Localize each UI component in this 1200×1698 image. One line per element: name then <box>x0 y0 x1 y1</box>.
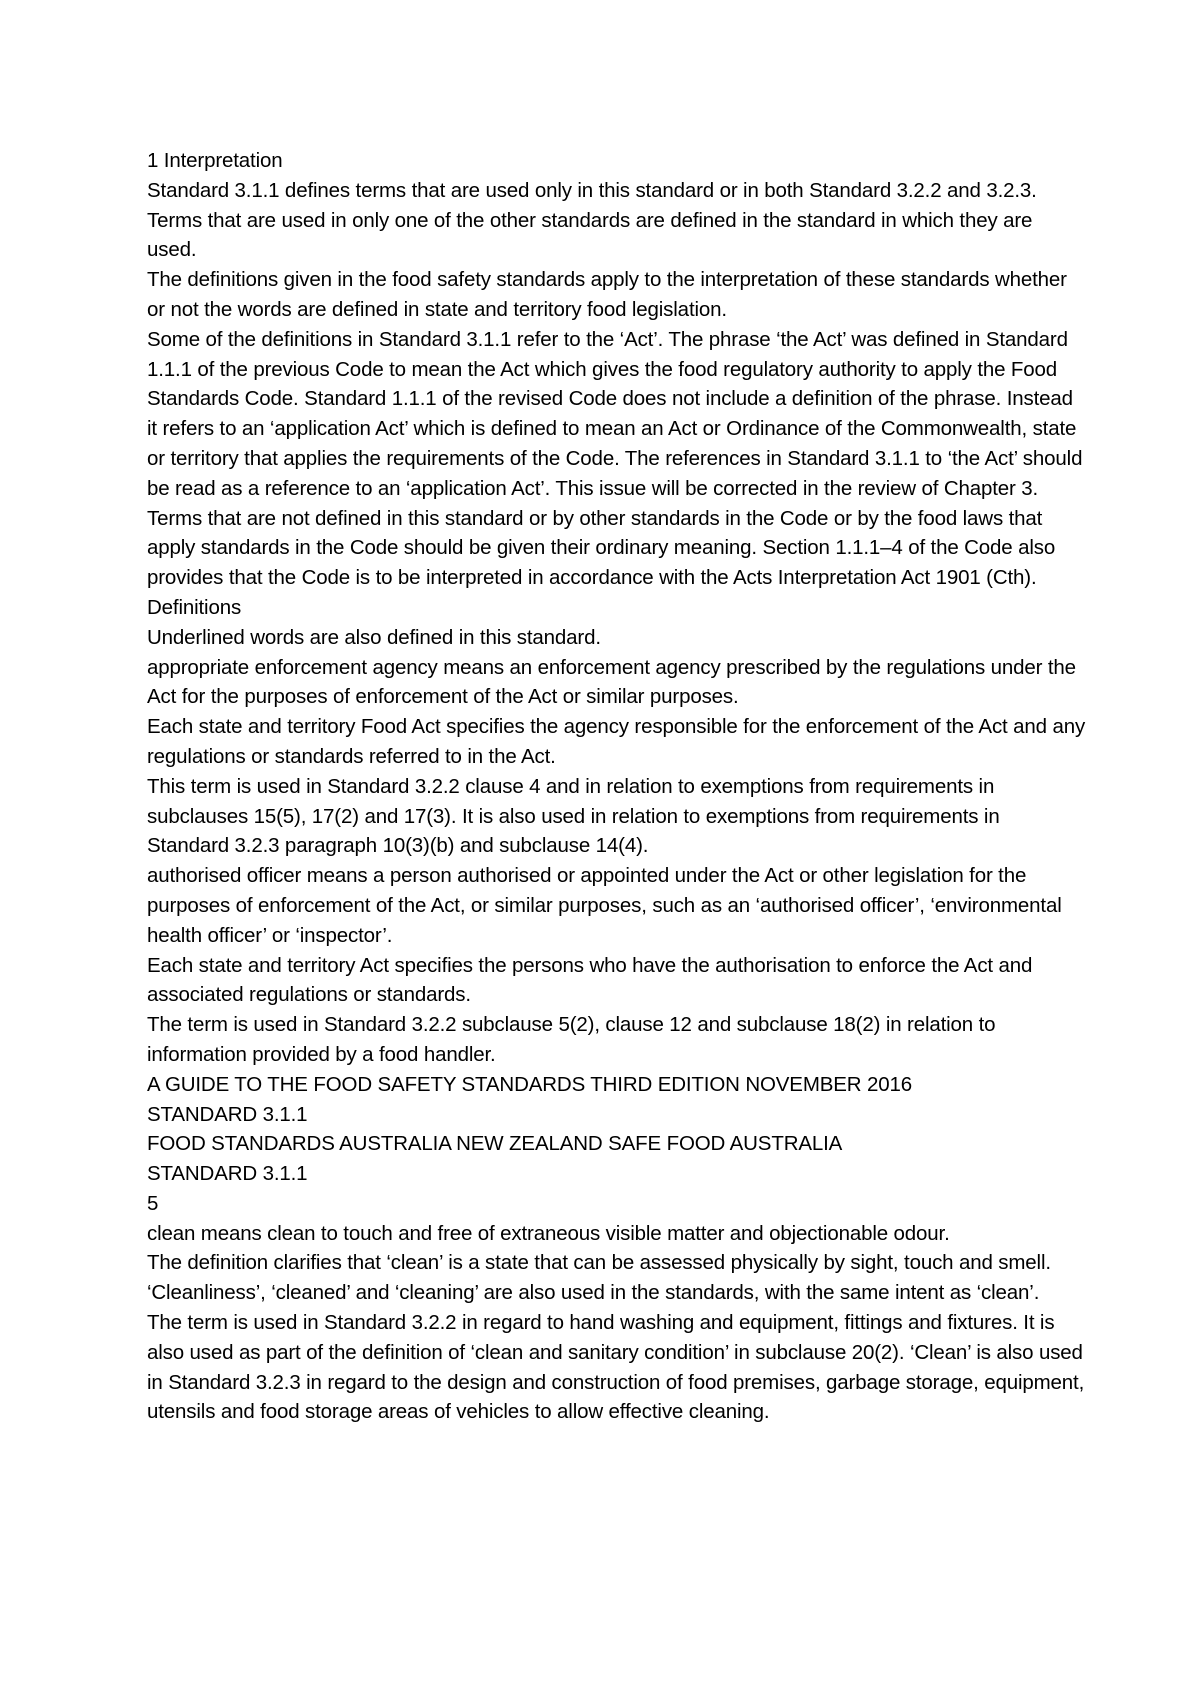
paragraph: Some of the definitions in Standard 3.1.1 refer to the ‘Act’. The phrase ‘the Act’ was defined in Standard 1.1.1 of the previous Code to mean the Act which gives the food regulatory authority to apply the Food Standards Code. Standard 1.1.1 of the revised Code does not include a definition of the phrase. Instead it refers to an ‘application Act’ which is defined to mean an Act or Ordinance of the Commonwealth, state or territory that applies the requirements of the Code. The references in Standard 3.1.1 to ‘the Act’ should be read as a reference to an ‘application Act’. This issue will be corrected in the review of Chapter 3. <box>147 327 1083 500</box>
document-page <box>147 146 1087 1427</box>
paragraph: Underlined words are also defined in this standard. <box>147 625 601 649</box>
running-footer-fsanz: FOOD STANDARDS AUSTRALIA NEW ZEALAND SAFE FOOD AUSTRALIA <box>147 1132 843 1156</box>
subheading-definitions: Definitions <box>147 595 242 619</box>
paragraph: Terms that are not defined in this standard or by other standards in the Code or by the food laws that apply standards in the Code should be given their ordinary meaning. Section 1.1.1–4 of the Code also provides that the Code is to be interpreted in accordance with the Acts Interpretation Act 1901 (Cth). <box>147 506 1056 590</box>
definition-clean: clean means clean to touch and free of extraneous visible matter and objectionable odour. <box>147 1221 950 1245</box>
paragraph: Standard 3.1.1 defines terms that are used only in this standard or in both Standard 3.2.2 and 3.2.3. Terms that are used in only one of the other standards are defined in the standard in which they are used. <box>147 178 1037 262</box>
definition-authorised-officer: authorised officer means a person authorised or appointed under the Act or other legislation for the purposes of enforcement of the Act, or similar purposes, such as an ‘authorised officer’, ‘environmental health officer’ or ‘inspector’. <box>147 864 1062 947</box>
page-number: 5 <box>147 1191 159 1215</box>
section-heading: 1 Interpretation <box>147 149 283 172</box>
paragraph: The definitions given in the food safety standards apply to the interpretation of these standards whether or not the words are defined in state and territory food legislation. <box>147 268 1067 321</box>
running-header-standard: STANDARD 3.1.1 <box>147 1102 308 1126</box>
paragraph: Each state and territory Food Act specifies the agency responsible for the enforcement of the Act and any regulations or standards referred to in the Act. <box>147 715 1086 768</box>
paragraph: The definition clarifies that ‘clean’ is a state that can be assessed physically by sight, touch and smell. ‘Cleanliness’, ‘cleaned’ and ‘cleaning’ are also used in the standards, with the same intent as ‘clean’. <box>147 1251 1051 1305</box>
paragraph: The term is used in Standard 3.2.2 in regard to hand washing and equipment, fittings and fixtures. It is also used as part of the definition of ‘clean and sanitary condition’ in subclause 20(2). ‘Clean’ is also used in Standard 3.2.3 in regard to the design and construction of food premises, garbage storage, equipment, utensils and food storage areas of vehicles to allow effective cleaning. <box>147 1311 1085 1424</box>
paragraph: This term is used in Standard 3.2.2 clause 4 and in relation to exemptions from requirements in subclauses 15(5), 17(2) and 17(3). It is also used in relation to exemptions from requirements in Standard 3.2.3 paragraph 10(3)(b) and subclause 14(4). <box>147 774 1000 858</box>
running-header-guide-title: A GUIDE TO THE FOOD SAFETY STANDARDS THIRD EDITION NOVEMBER 2016 <box>147 1072 913 1096</box>
definition-appropriate-enforcement-agency: appropriate enforcement agency means an enforcement agency prescribed by the regulations under the Act for the purposes of enforcement of the Act or similar purposes. <box>147 655 1076 709</box>
paragraph: Each state and territory Act specifies the persons who have the authorisation to enforce the Act and associated regulations or standards. <box>147 953 1033 1007</box>
paragraph: The term is used in Standard 3.2.2 subclause 5(2), clause 12 and subclause 18(2) in relation to information provided by a food handler. <box>147 1013 996 1066</box>
running-footer-standard: STANDARD 3.1.1 <box>147 1162 308 1186</box>
